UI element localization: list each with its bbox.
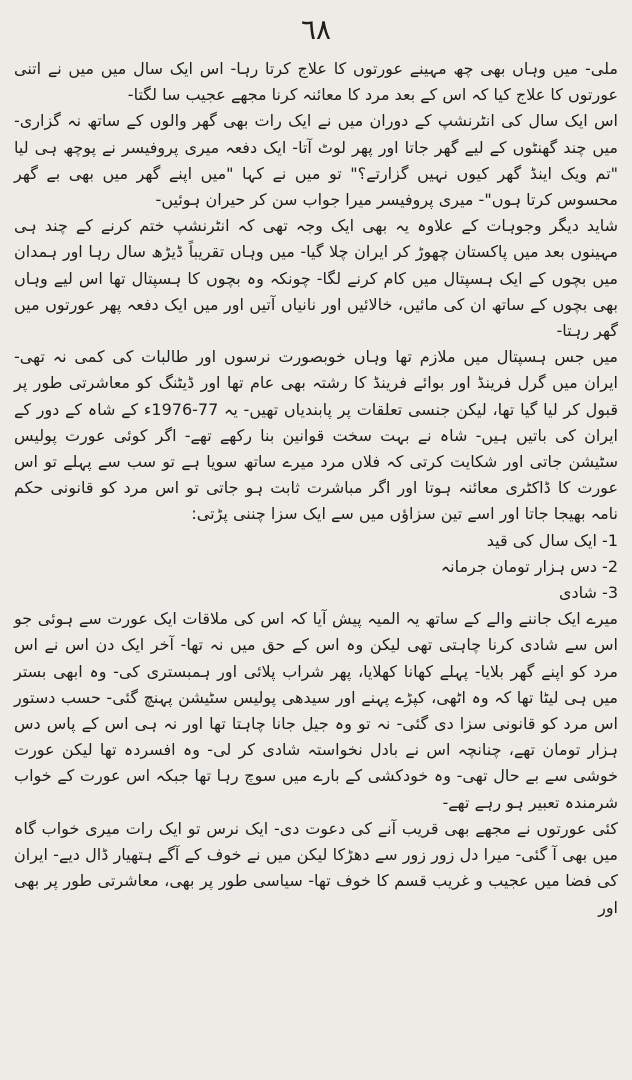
paragraph: میں جس ہسپتال میں ملازم تھا وہاں خوبصورت نرسوں اور طالبات کی کمی نہ تھی- ایران میں گرل فرینڈ اور بوائے فرینڈ کا رشتہ بھی عام تھا اور ڈیٹنگ کو معاشرتی طور پر قبول کر لیا گیا تھا، لیکن جنسی تعلقات پر پابندیاں تھیں- یہ 77-1976ء کے شاہ کے دور کے ایران کی باتیں ہیں- شاہ نے بہت سخت قوانین بنا رکھے تھے- اگر کوئی عورت پولیس سٹیشن جاتی اور شکایت کرتی کہ فلاں مرد میرے ساتھ سویا ہے تو سب سے پہلے تو اس عورت کا ڈاکٹری معائنہ ہوتا اور اگر مباشرت ثابت ہو جاتی تو اس مرد کو قانونی حکم نامہ بھیجا جاتا اور اسے تین سزاؤں میں سے ایک سزا چننی پڑتی:	[14, 347, 619, 524]
penalty-list-item: 2- دس ہزار تومان جرمانہ	[440, 556, 618, 576]
paragraph: ملی- میں وہاں بھی چھ مہینے عورتوں کا علاج کرتا رہا- اس ایک سال میں میں نے اتنی عورتوں کا علاج کیا کہ اس کے بعد مرد کا معائنہ کرنا مجھے عجیب سا لگتا-	[14, 59, 618, 105]
penalty-list-item: 1- ایک سال کی قید	[486, 530, 618, 550]
penalty-list-item: 3- شادی	[559, 583, 618, 603]
paragraph: شاید دیگر وجوہات کے علاوہ یہ بھی ایک وجہ تھی کہ انٹرنشپ ختم کرنے کے چند ہی مہینوں بعد میں پاکستان چھوڑ کر ایران چلا گیا- میں وہاں تقریباً ڈیڑھ سال رہا اور ہمدان میں بچوں کے ایک ہسپتال میں کام کرنے لگا- چونکہ وہ بچوں کا ہسپتال تھا اس لیے وہاں بھی بچوں کے ساتھ ان کی مائیں، خالائیں اور نانیاں آتیں اور میں ایک دفعہ پھر عورتوں میں گھر رہتا-	[14, 216, 618, 341]
body-text	[14, 56, 618, 921]
paragraph: اس ایک سال کی انٹرنشپ کے دوران میں نے ایک رات بھی گھر والوں کے ساتھ نہ گزاری- میں چند گھنٹوں کے لیے گھر جاتا اور پھر لوٹ آتا- ایک دفعہ میری پروفیسر نے پوچھ ہی لیا "تم ویک اینڈ گھر کیوں نہیں گزارتے؟" تو میں نے کہا "میں اپنے گھر میں بھی بے گھر محسوس کرتا ہوں"- میری پروفیسر میرا جواب سن کر حیران ہوئیں-	[14, 111, 618, 210]
page-number: ٦٨	[300, 13, 332, 46]
paragraph: کئی عورتوں نے مجھے بھی قریب آنے کی دعوت دی- ایک نرس تو ایک رات میری خواب گاہ میں بھی آ گئی- میرا دل زور زور سے دھڑکا لیکن میں نے خوف کے آگے ہتھیار ڈال دیے- ایران کی فضا میں عجیب و غریب قسم کا خوف تھا- سیاسی طور پر بھی، معاشرتی طور پر بھی اور	[14, 818, 618, 917]
paragraph: میرے ایک جاننے والے کے ساتھ یہ المیہ پیش آیا کہ اس کی ملاقات ایک عورت سے ہوئی جو اس سے شادی کرنا چاہتی تھی لیکن وہ اس کے حق میں نہ تھا- آخر ایک دن اس نے اس مرد کو اپنے گھر بلایا- پہلے کھانا کھلایا، پھر شراب پلائی اور ہمبستری کی- وہ ابھی بستر میں ہی لیٹا تھا کہ وہ اٹھی، کپڑے پہنے اور سیدھی پولیس سٹیشن پہنچ گئی- حسب دستور اس مرد کو قانونی سزا دی گئی- نہ تو وہ جیل جانا چاہتا تھا اور نہ ہی اس کے پاس دس ہزار تومان تھے، چنانچہ اس نے بادل نخواستہ شادی کر لی- وہ افسردہ تھا لیکن عورت خوشی سے بے حال تھی- وہ خودکشی کے بارے میں سوچ رہا تھا جبکہ اس عورت کے خواب شرمندہ تعبیر ہو رہے تھے-	[14, 609, 619, 812]
